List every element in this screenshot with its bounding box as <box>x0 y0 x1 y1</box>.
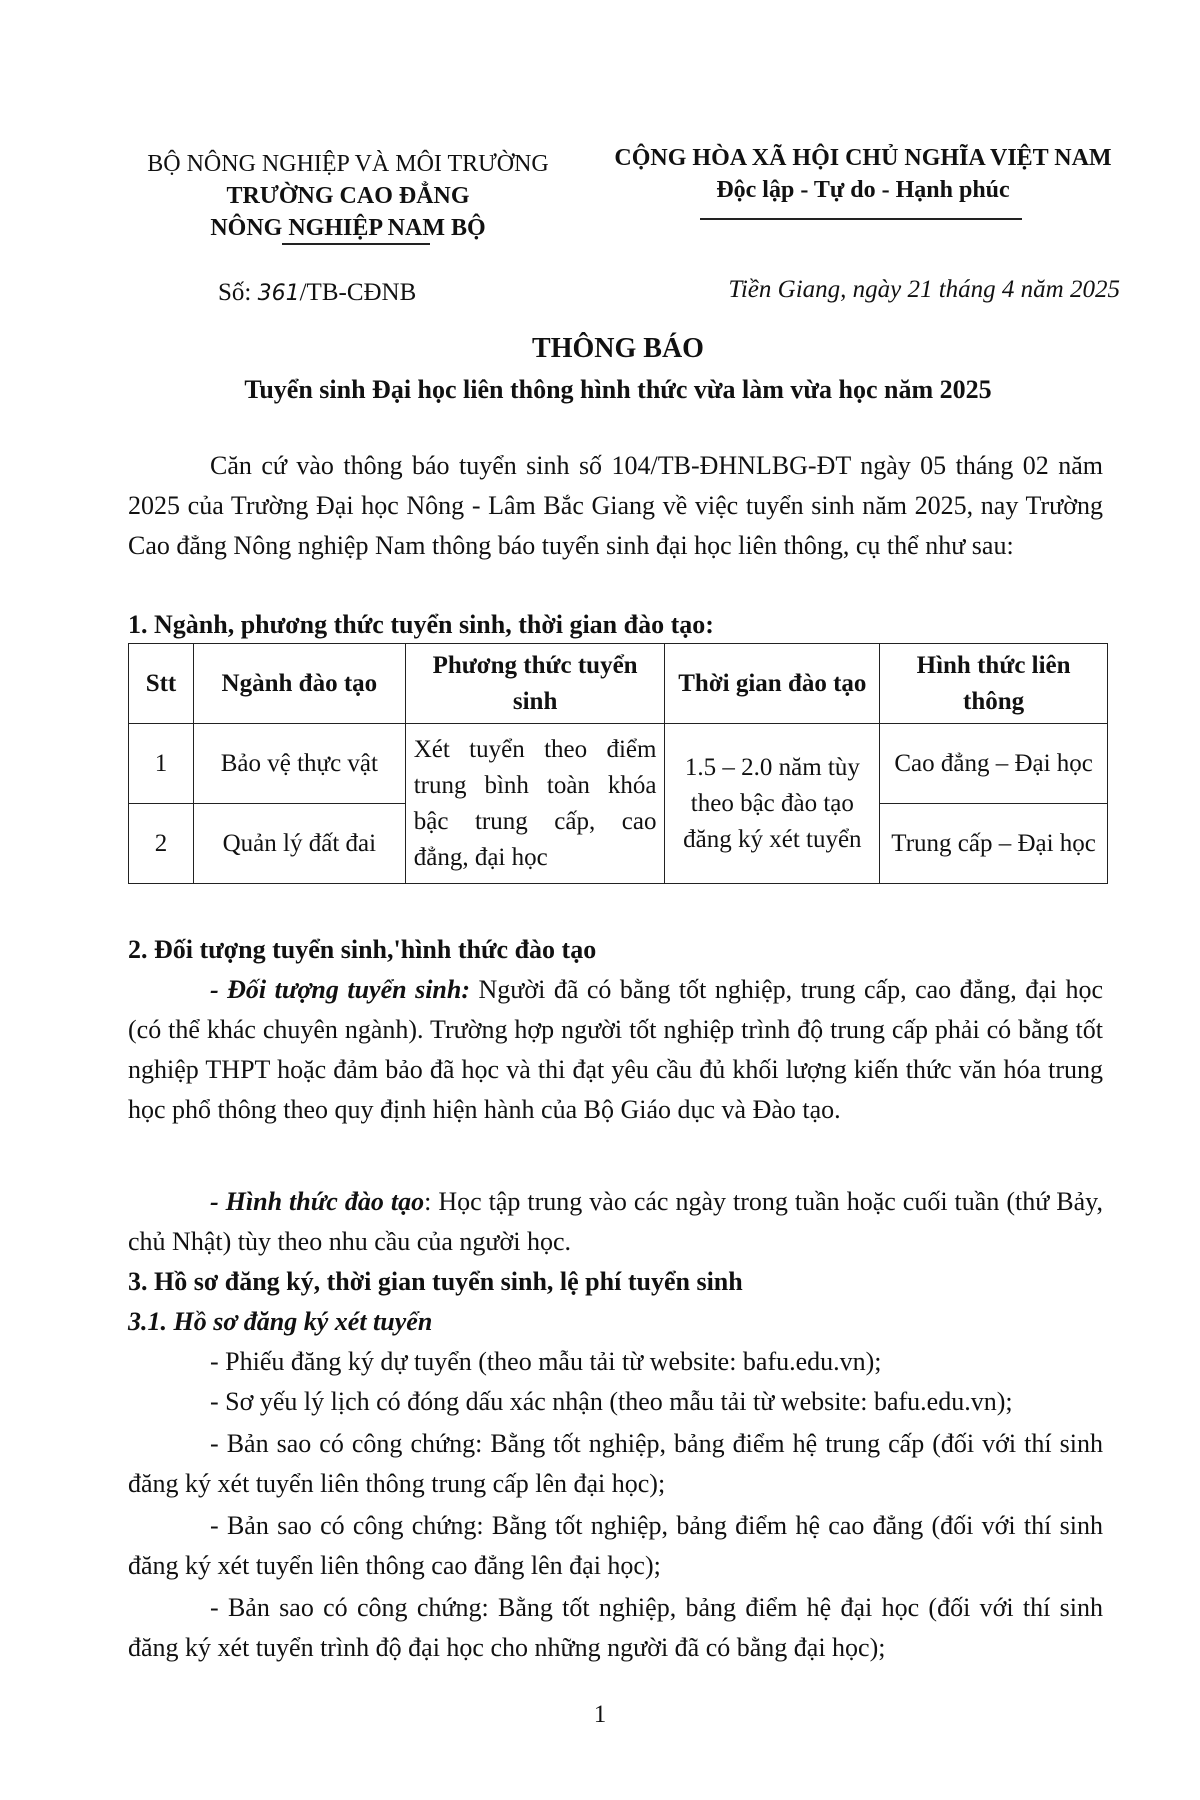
number-suffix: /TB-CĐNB <box>299 279 417 306</box>
handwritten-number: 361 <box>257 281 300 306</box>
section-3-heading: 3. Hồ sơ đăng ký, thời gian tuyển sinh, lệ phí tuyển sinh <box>128 1267 743 1296</box>
school-name-line1: TRƯỜNG CAO ĐẲNG <box>226 183 470 209</box>
list-item: - Sơ yếu lý lịch có đóng dấu xác nhận (theo mẫu tải từ website: bafu.edu.vn); <box>210 1387 1013 1416</box>
school-name-line2: NÔNG NGHIỆP NAM BỘ <box>210 215 486 241</box>
document-subtitle: Tuyển sinh Đại học liên thông hình thức vừa làm vừa học năm 2025 <box>244 375 992 404</box>
school-underline <box>282 243 430 245</box>
duration-cell: 1.5 – 2.0 năm tùy theo bậc đào tạo đăng ký xét tuyển <box>665 724 880 884</box>
header-method: Phương thức tuyển sinh <box>405 644 665 724</box>
list-item: - Bản sao có công chứng: Bằng tốt nghiệp, bảng điểm hệ trung cấp (đối với thí sinh đăng ký xét tuyển liên thông trung cấp lên đại học); <box>128 1429 1103 1498</box>
list-item: - Phiếu đăng ký dự tuyển (theo mẫu tải từ website: bafu.edu.vn); <box>210 1347 882 1376</box>
ministry-name: BỘ NÔNG NGHIỆP VÀ MÔI TRƯỜNG <box>147 151 549 177</box>
header-duration: Thời gian đào tạo <box>665 644 880 724</box>
header-major: Ngành đào tạo <box>193 644 405 724</box>
row-major: Bảo vệ thực vật <box>193 724 405 804</box>
row-major: Quản lý đất đai <box>193 804 405 884</box>
target-text: Người đã có bằng tốt nghiệp, trung cấp, cao đẳng, đại học (có thể khác chuyên ngành). Trường hợp người tốt nghiệp trình độ trung cấp phải có bằng tốt nghiệp THPT hoặc đảm bảo đã học và thi đạt yêu cầu đủ khối lượng kiến thức văn hóa trung học phổ thông theo quy định hiện hành của Bộ Giáo dục và Đào tạo. <box>128 975 1103 1124</box>
row-stt: 2 <box>129 804 194 884</box>
list-item: - Bản sao có công chứng: Bằng tốt nghiệp, bảng điểm hệ đại học (đối với thí sinh đăng ký xét tuyển trình độ đại học cho những người đã có bằng đại học); <box>128 1593 1103 1662</box>
national-motto: Độc lập - Tự do - Hạnh phúc <box>716 177 1010 203</box>
form-text: : Học tập trung vào các ngày trong tuần hoặc cuối tuần (thứ Bảy, chủ Nhật) tùy theo nhu cầu của người học. <box>128 1187 1103 1256</box>
row-stt: 1 <box>129 724 194 804</box>
admission-table <box>128 643 1108 884</box>
table-row <box>129 724 1108 804</box>
number-prefix: Số: <box>218 279 252 306</box>
table-header-row <box>129 644 1108 724</box>
motto-underline <box>700 218 1022 220</box>
section-1-heading: 1. Ngành, phương thức tuyển sinh, thời gian đào tạo: <box>128 610 714 639</box>
list-item: - Bản sao có công chứng: Bằng tốt nghiệp, bảng điểm hệ cao đẳng (đối với thí sinh đăng ký xét tuyển liên thông cao đẳng lên đại học); <box>128 1511 1103 1580</box>
place-date: Tiền Giang, ngày 21 tháng 4 năm 2025 <box>728 276 1120 303</box>
page-number: 1 <box>593 1701 607 1728</box>
target-paragraph <box>128 970 1103 1130</box>
form-paragraph <box>128 1182 1103 1262</box>
form-label: - Hình thức đào tạo <box>210 1187 425 1216</box>
country-name: CỘNG HÒA XÃ HỘI CHỦ NGHĨA VIỆT NAM <box>614 145 1112 171</box>
row-form: Trung cấp – Đại học <box>880 804 1108 884</box>
section-2-heading: 2. Đối tượng tuyển sinh,'hình thức đào tạo <box>128 935 597 964</box>
intro-paragraph: Căn cứ vào thông báo tuyển sinh số 104/TB-ĐHNLBG-ĐT ngày 05 tháng 02 năm 2025 của Trường Đại học Nông - Lâm Bắc Giang về việc tuyển sinh năm 2025, nay Trường Cao đẳng Nông nghiệp Nam thông báo tuyển sinh đại học liên thông, cụ thể như sau: <box>128 451 1103 560</box>
section-3-1-heading: 3.1. Hồ sơ đăng ký xét tuyển <box>128 1307 433 1336</box>
target-label: - Đối tượng tuyển sinh: <box>210 975 470 1004</box>
header-stt: Stt <box>129 644 194 724</box>
row-form: Cao đẳng – Đại học <box>880 724 1108 804</box>
document-title: THÔNG BÁO <box>532 333 704 364</box>
document-number <box>218 276 416 311</box>
header-form: Hình thức liên thông <box>880 644 1108 724</box>
method-cell: Xét tuyển theo điểm trung bình toàn khóa bậc trung cấp, cao đẳng, đại học <box>405 724 665 884</box>
